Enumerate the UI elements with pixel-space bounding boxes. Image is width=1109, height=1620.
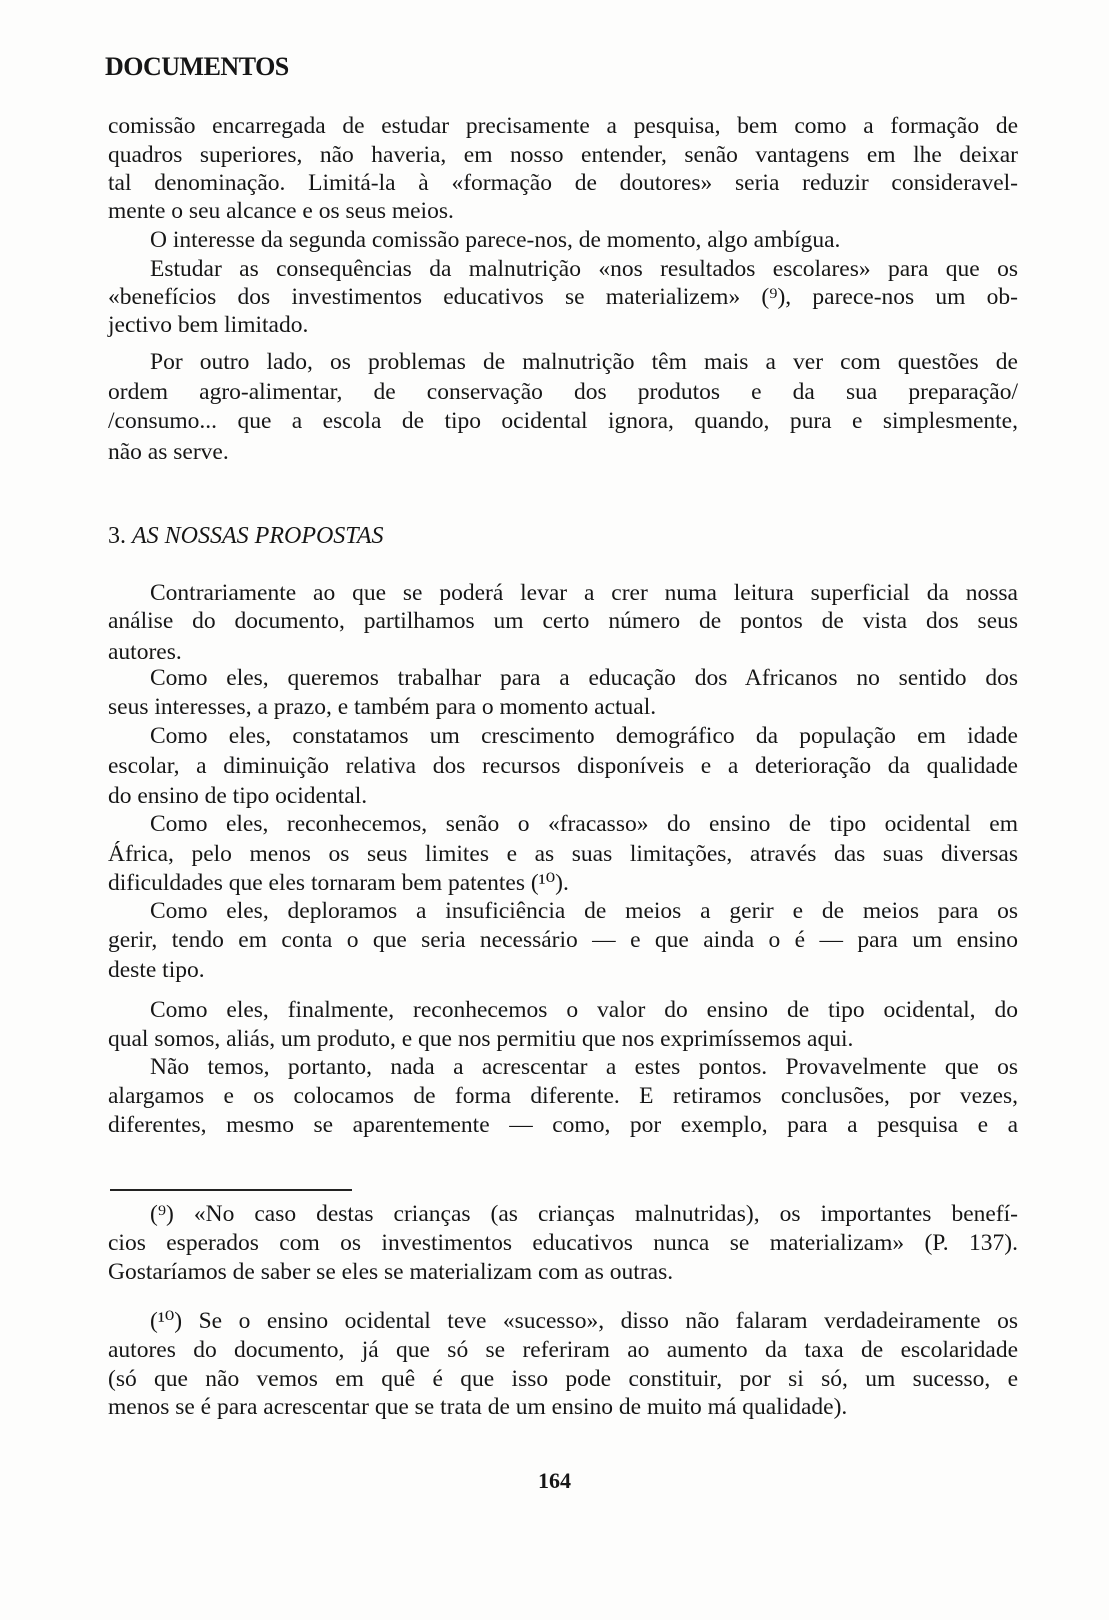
paragraph-line: África, pelo menos os seus limites e as suas limitações, através das suas diversas xyxy=(108,841,1018,867)
paragraph-line: mente o seu alcance e os seus meios. xyxy=(108,198,454,224)
paragraph-line: Como eles, constatamos um crescimento demográfico da população em idade xyxy=(150,723,1018,749)
paragraph-line: Como eles, deploramos a insuficiência de meios a gerir e de meios para os xyxy=(150,898,1018,924)
paragraph-line: Contrariamente ao que se poderá levar a crer numa leitura superficial da nossa xyxy=(150,580,1018,606)
footnote-line: menos se é para acrescentar que se trata de um ensino de muito má qualidade). xyxy=(108,1394,848,1420)
paragraph-line: O interesse da segunda comissão parece-nos, de momento, algo ambígua. xyxy=(150,227,841,253)
footnote-line: (só que não vemos em quê é que isso pode constituir, por si só, um sucesso, e xyxy=(108,1366,1018,1392)
page-number: 164 xyxy=(538,1468,571,1493)
paragraph-line: ordem agro-alimentar, de conservação dos produtos e da sua preparação/ xyxy=(108,379,1018,405)
footnote-line: (¹⁰) Se o ensino ocidental teve «sucesso», disso não falaram verdadeiramente os xyxy=(150,1308,1018,1334)
paragraph-line: escolar, a diminuição relativa dos recursos disponíveis e a deterioração da qualidade xyxy=(108,753,1018,779)
paragraph-line: Como eles, reconhecemos, senão o «fracasso» do ensino de tipo ocidental em xyxy=(150,811,1018,837)
paragraph-line: alargamos e os colocamos de forma diferente. E retiramos conclusões, por vezes, xyxy=(108,1083,1018,1109)
section-number: 3. xyxy=(108,523,132,549)
footnote-line: (⁹) «No caso destas crianças (as crianças malnutridas), os importantes benefí- xyxy=(150,1201,1018,1227)
paragraph-line: análise do documento, partilhamos um certo número de pontos de vista dos seus xyxy=(108,608,1018,634)
paragraph-line: dificuldades que eles tornaram bem patentes (¹⁰). xyxy=(108,870,569,896)
paragraph-line: /consumo... que a escola de tipo ocidental ignora, quando, pura e simplesmente, xyxy=(108,408,1018,434)
paragraph-line: Estudar as consequências da malnutrição «nos resultados escolares» para que os xyxy=(150,256,1018,282)
paragraph-line: diferentes, mesmo se aparentemente — como, por exemplo, para a pesquisa e a xyxy=(108,1112,1018,1138)
paragraph-line: Por outro lado, os problemas de malnutrição têm mais a ver com questões de xyxy=(150,349,1018,375)
footnote-rule xyxy=(110,1189,352,1191)
section-heading xyxy=(108,522,1018,551)
paragraph-line: Como eles, finalmente, reconhecemos o valor do ensino de tipo ocidental, do xyxy=(150,997,1018,1023)
paragraph-line: «benefícios dos investimentos educativos se materializem» (⁹), parece-nos um ob- xyxy=(108,284,1018,310)
paragraph-line: quadros superiores, não haveria, em nosso entender, senão vantagens em lhe deixar xyxy=(108,142,1018,168)
paragraph-line: jectivo bem limitado. xyxy=(108,312,309,338)
paragraph-line: seus interesses, a prazo, e também para o momento actual. xyxy=(108,694,657,720)
paragraph-line: deste tipo. xyxy=(108,957,205,983)
paragraph-line: autores. xyxy=(108,639,182,665)
paragraph-line: do ensino de tipo ocidental. xyxy=(108,783,368,809)
paragraph-line: não as serve. xyxy=(108,439,229,465)
footnote-line: autores do documento, já que só se referiram ao aumento da taxa de escolaridade xyxy=(108,1337,1018,1363)
footnote-line: cios esperados com os investimentos educativos nunca se materializam» (P. 137). xyxy=(108,1230,1018,1256)
paragraph-line: comissão encarregada de estudar precisamente a pesquisa, bem como a formação de xyxy=(108,113,1018,139)
running-header: DOCUMENTOS xyxy=(105,52,289,81)
paragraph-line: qual somos, aliás, um produto, e que nos permitiu que nos exprimíssemos aqui. xyxy=(108,1026,854,1052)
paragraph-line: Como eles, queremos trabalhar para a educação dos Africanos no sentido dos xyxy=(150,665,1018,691)
paragraph-line: tal denominação. Limitá-la à «formação de doutores» seria reduzir consideravel- xyxy=(108,170,1018,196)
paragraph-line: Não temos, portanto, nada a acrescentar a estes pontos. Provavelmente que os xyxy=(150,1054,1018,1080)
paragraph-line: gerir, tendo em conta o que seria necessário — e que ainda o é — para um ensino xyxy=(108,927,1018,953)
footnote-line: Gostaríamos de saber se eles se materializam com as outras. xyxy=(108,1259,674,1285)
section-title: AS NOSSAS PROPOSTAS xyxy=(132,523,384,549)
